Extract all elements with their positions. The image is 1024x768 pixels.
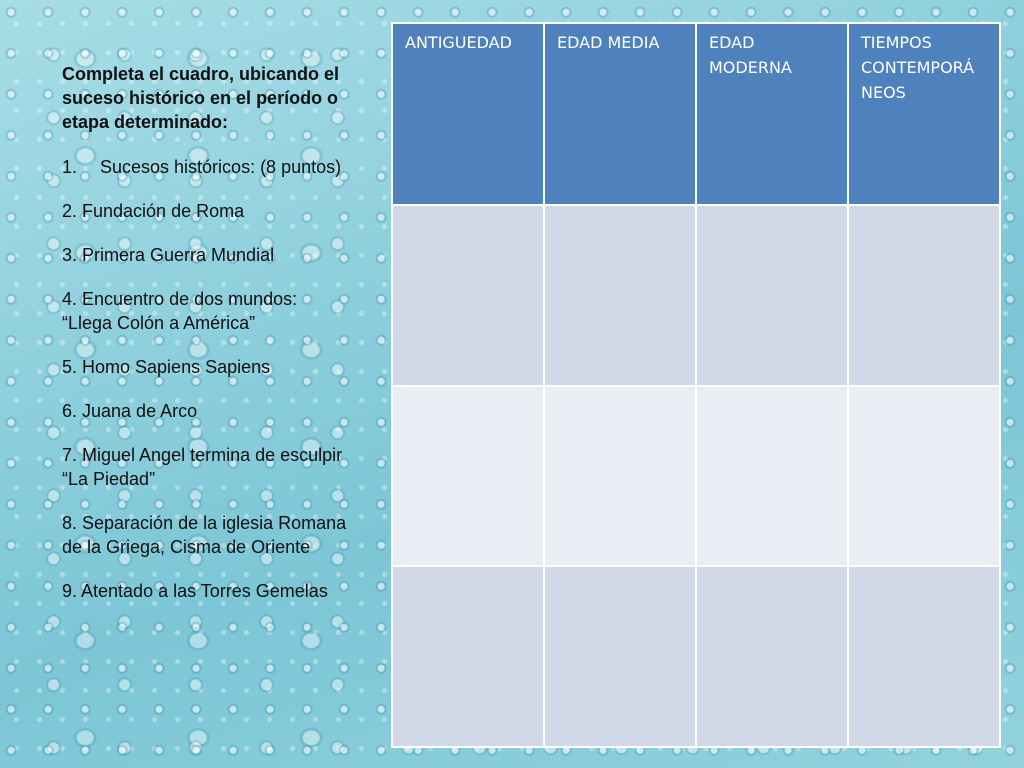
- table-cell[interactable]: [392, 566, 544, 747]
- table-cell[interactable]: [696, 566, 848, 747]
- list-item-9: 9. Atentado a las Torres Gemelas: [62, 581, 328, 601]
- header-antiguedad: [392, 23, 544, 205]
- table-cell[interactable]: [392, 205, 544, 386]
- periods-table: [391, 22, 1001, 748]
- table-cell[interactable]: [544, 566, 696, 747]
- header-label: EDAD MEDIA: [557, 33, 660, 52]
- table-row: [392, 386, 1000, 567]
- list-item-7: 7. Miguel Angel termina de esculpir “La Piedad”: [62, 445, 343, 489]
- table-cell[interactable]: [696, 386, 848, 567]
- list-item-6: 6. Juana de Arco: [62, 401, 198, 421]
- table-cell[interactable]: [696, 205, 848, 386]
- table-cell[interactable]: [848, 386, 1000, 567]
- table-header-row: [392, 23, 1000, 205]
- table-cell[interactable]: [848, 205, 1000, 386]
- list-item-2: 2. Fundación de Roma: [62, 201, 245, 221]
- table-cell[interactable]: [544, 205, 696, 386]
- header-label: ANTIGUEDAD: [405, 33, 512, 52]
- list-item-number: 1.: [62, 157, 78, 177]
- header-label: EDAD MODERNA: [709, 33, 792, 77]
- table-row: [392, 205, 1000, 386]
- table-row: [392, 566, 1000, 747]
- table-cell[interactable]: [848, 566, 1000, 747]
- list-item-text: Sucesos históricos: (8 puntos): [100, 157, 342, 177]
- header-edad-media: [544, 23, 696, 205]
- header-label: TIEMPOS CONTEMPORÁ NEOS: [861, 33, 975, 102]
- list-item-1: [62, 155, 382, 179]
- instructions-text: Completa el cuadro, ubicando el suceso histórico en el período o etapa determinado:: [62, 64, 340, 132]
- table-cell[interactable]: [544, 386, 696, 567]
- list-item-4: 4. Encuentro de dos mundos: “Llega Colón a América”: [62, 289, 298, 333]
- instructions-panel: [62, 62, 382, 623]
- list-item-3: 3. Primera Guerra Mundial: [62, 245, 275, 265]
- header-edad-moderna: [696, 23, 848, 205]
- periods-table-container: [391, 22, 1001, 748]
- list-item-8: 8. Separación de la iglesia Romana de la Griega, Cisma de Oriente: [62, 513, 347, 557]
- header-tiempos-contemporaneos: [848, 23, 1000, 205]
- list-item-5: 5. Homo Sapiens Sapiens: [62, 357, 271, 377]
- table-cell[interactable]: [392, 386, 544, 567]
